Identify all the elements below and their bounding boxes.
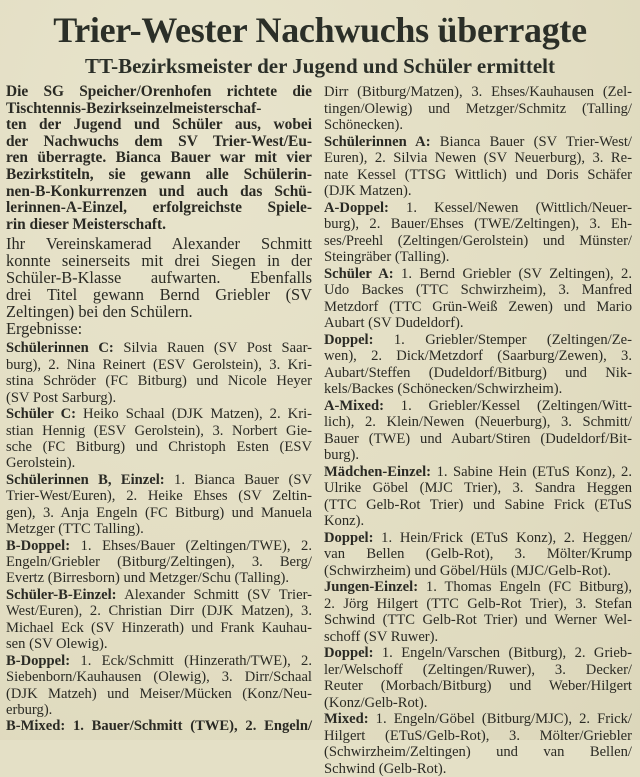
result-category: Schülerinnen B, Einzel: [6, 472, 165, 488]
text-line: Metzdorf (TTC Grün-Weiß Zewen) und Mario [324, 299, 632, 316]
result-category: B-Mixed: 1. Bauer/Schmitt (TWE), 2. Engeln/ [6, 718, 312, 734]
results-list-right [324, 84, 632, 777]
result-category: Schüler-B-Einzel: [6, 587, 117, 603]
text-line: Dirr (Bitburg/Matzen), 3. Ehses/Kauhausen (Zel- [324, 84, 632, 101]
result-text: 1. Griebler/Stemper (Zeltingen/Ze- [373, 332, 632, 348]
text-line: Die SG Speicher/Orenhofen richtete die [6, 84, 312, 101]
result-category: Doppel: [324, 645, 373, 661]
text-line: Gerolstein). [6, 455, 312, 471]
result-category: Mixed: [324, 711, 369, 727]
text-line: drei Titel gewann Bernd Griebler (SV [6, 286, 312, 303]
text-line: Bauer (TWE) und Aubart/Stiren (Dudeldorf/Bit- [324, 431, 632, 448]
text-line: rin dieser Meisterschaft. [6, 217, 312, 234]
text-line: konnte seinerseits mit drei Siegen in der [6, 252, 312, 269]
text-line: Schüler-B-Klasse aufwarten. Ebenfalls [6, 269, 312, 286]
text-line: Ulrike Göbel (MJC Trier), 3. Sandra Heggen [324, 480, 632, 497]
result-category: A-Doppel: [324, 200, 389, 216]
text-line: ses/Preehl (Zeltingen/Gerolstein) und Münster/ [324, 233, 632, 250]
text-line: lich), 2. Klein/Newen (Neuerburg), 3. Schmitt/ [324, 414, 632, 431]
result-entry [324, 200, 632, 266]
text-line: Steingräber (Talling). [324, 249, 632, 266]
text-line: Metzger (TTC Talling). [6, 521, 312, 537]
text-line [6, 587, 312, 603]
text-line [324, 464, 632, 481]
result-entry [324, 464, 632, 530]
result-entry [324, 579, 632, 645]
headline: Trier-Wester Nachwuchs überragte [0, 10, 640, 50]
result-text: Heiko Schaal (DJK Matzen), 2. Kri- [76, 406, 312, 422]
text-line: ler/Welschoff (Zeltingen/Ruwer), 3. Decker/ [324, 662, 632, 679]
result-text: 1. Griebler/Kessel (Zeltingen/Witt- [384, 398, 632, 414]
text-line: Reuter (Morbach/Bitburg) und Weber/Hilgert [324, 678, 632, 695]
text-line: ren überragte. Bianca Bauer war mit vier [6, 150, 312, 167]
text-line: Udo Backes (TTC Schwirzheim), 3. Manfred [324, 282, 632, 299]
result-text: 1. Engeln/Göbel (Bitburg/MJC), 2. Frick/ [369, 711, 632, 727]
text-line [6, 718, 312, 734]
result-category: B-Doppel: [6, 653, 70, 669]
text-line: Schönecken). [324, 117, 632, 134]
text-line: stian Hennig (ESV Gerolstein), 3. Norbert Gie- [6, 423, 312, 439]
text-line [324, 134, 632, 151]
text-line: wen), 2. Dick/Metzdorf (Saarburg/Zewen), 3. [324, 348, 632, 365]
text-line: Zeltingen) bei den Schülern. [6, 303, 312, 320]
result-entry [324, 332, 632, 398]
result-text: Silvia Rauen (SV Post Saar- [114, 340, 312, 356]
text-line: kels/Backes (Schönecken/Schwirzheim). [324, 381, 632, 398]
text-line: Engeln/Griebler (Bitburg/Zeltingen), 3. Berg/ [6, 554, 312, 570]
text-line: tingen/Olewig) und Metzger/Schmitz (Talling/ [324, 101, 632, 118]
text-line: 2. Jörg Hilgert (TTC Gelb-Rot Trier), 3. Stefan [324, 596, 632, 613]
text-line [324, 266, 632, 283]
result-text: 1. Kessel/Newen (Wittlich/Neuer- [389, 200, 632, 216]
text-line: burg), 2. Bauer/Ehses (TWE/Zeltingen), 3. Eh- [324, 216, 632, 233]
result-text: 1. Bianca Bauer (SV [165, 472, 312, 488]
text-line: Tischtennis-Bezirkseinzelmeisterschaf- [6, 101, 312, 118]
text-line: Hilgert (ETuS/Gelb-Rot), 3. Mölter/Griebler [324, 728, 632, 745]
text-line: lerinnen-A-Einzel, erfolgreichste Spiele- [6, 200, 312, 217]
text-line [324, 579, 632, 596]
text-line [324, 645, 632, 662]
text-line: Siebenborn/Kauhausen (Olewig), 3. Dirr/Schaal [6, 669, 312, 685]
result-text: 1. Sabine Hein (ETuS Konz), 2. [431, 464, 632, 480]
result-category: Schülerinnen A: [324, 134, 431, 150]
result-category: Doppel: [324, 530, 373, 546]
text-line: Ihr Vereinskamerad Alexander Schmitt [6, 235, 312, 252]
result-category: Schüler A: [324, 266, 394, 282]
right-column [324, 84, 632, 777]
text-line [324, 398, 632, 415]
text-line: Michael Eck (SV Hinzerath) und Frank Kauhau- [6, 620, 312, 636]
text-line: Schwind (Gelb-Rot). [324, 761, 632, 777]
result-entry [324, 711, 632, 777]
text-line: Aubart/Steffen (Dudeldorf/Bitburg) und Nik- [324, 365, 632, 382]
text-line: (Konz/Gelb-Rot). [324, 695, 632, 712]
results-list-left [6, 340, 312, 735]
result-entry [6, 653, 312, 719]
text-line: Ergebnisse: [6, 320, 312, 337]
text-line: Evertz (Birresborn) und Metzger/Schu (Talling). [6, 570, 312, 586]
text-line: burg). [324, 447, 632, 464]
result-text: 1. Eck/Schmitt (Hinzerath/TWE), 2. [70, 653, 312, 669]
text-line: schoff (SV Ruwer). [324, 629, 632, 646]
text-line: der Nachwuchs dem SV Trier-West/Eu- [6, 134, 312, 151]
subheadline: TT-Bezirksmeister der Jugend und Schüler ermittelt [0, 53, 640, 79]
text-line: West/Euren), 2. Christian Dirr (DJK Matzen), 3. [6, 603, 312, 619]
text-line [6, 538, 312, 554]
text-line: Trier-West/Euren), 2. Heike Ehses (SV Zeltin- [6, 488, 312, 504]
result-category: Doppel: [324, 332, 373, 348]
text-line [324, 530, 632, 547]
text-line: (DJK Matzen). [324, 183, 632, 200]
result-text: 1. Hein/Frick (ETuS Konz), 2. Heggen/ [373, 530, 632, 546]
result-category: Schüler C: [6, 406, 76, 422]
result-entry [6, 587, 312, 653]
text-line: nate Kessel (TTSG Wittlich) und Doris Schäfer [324, 167, 632, 184]
text-line: van Bellen (Gelb-Rot), 3. Mölter/Krump [324, 546, 632, 563]
result-entry [6, 538, 312, 587]
text-line: Euren), 2. Silvia Newen (SV Neuerburg), 3. Re- [324, 150, 632, 167]
text-line [6, 472, 312, 488]
result-entry [324, 84, 632, 134]
result-entry [6, 340, 312, 406]
result-text: Alexander Schmitt (SV Trier- [117, 587, 312, 603]
text-line: (DJK Matzeh) und Meiser/Mücken (Konz/Neu- [6, 686, 312, 702]
text-line: sen (SV Olewig). [6, 636, 312, 652]
result-category: Mädchen-Einzel: [324, 464, 431, 480]
result-text: 1. Thomas Engeln (FC Bitburg), [418, 579, 632, 595]
result-entry [324, 645, 632, 711]
text-line [6, 653, 312, 669]
result-entry [324, 266, 632, 332]
text-line [324, 332, 632, 349]
text-line: nen-B-Konkurrenzen und auch das Schü- [6, 184, 312, 201]
text-line: ten der Jugend und Schüler aus, wobei [6, 117, 312, 134]
text-line: erburg). [6, 702, 312, 718]
result-entry [324, 134, 632, 200]
text-line: Schwind (TTC Gelb-Rot Trier) und Werner Wel- [324, 612, 632, 629]
text-line: (Schwirzheim) und Göbel/Hüls (MJC/Gelb-Rot). [324, 563, 632, 580]
text-line [324, 200, 632, 217]
result-entry [6, 406, 312, 472]
result-text: 1. Ehses/Bauer (Zeltingen/TWE), 2. [70, 538, 312, 554]
text-line: (TTC Gelb-Rot Trier) und Sabine Frick (ETuS [324, 497, 632, 514]
text-line: stina Schröder (FC Bitburg) und Nicole Heyer [6, 373, 312, 389]
result-category: A-Mixed: [324, 398, 384, 414]
lead-paragraph [6, 84, 312, 233]
text-line: (Schwirzheim/Zeltingen) und van Bellen/ [324, 744, 632, 761]
text-line: sche (FC Bitburg) und Christoph Esten (ESV [6, 439, 312, 455]
text-line: Bezirkstiteln, sie gewann alle Schülerin- [6, 167, 312, 184]
left-column [6, 84, 312, 735]
result-text: 1. Engeln/Varschen (Bitburg), 2. Grieb- [373, 645, 632, 661]
text-line: Konz). [324, 513, 632, 530]
result-entry [6, 472, 312, 538]
result-text: 1. Bernd Griebler (SV Zeltingen), 2. [394, 266, 632, 282]
result-category: B-Doppel: [6, 538, 70, 554]
text-line [6, 340, 312, 356]
result-entry [6, 718, 312, 734]
body-paragraph [6, 235, 312, 337]
text-line: Aubart (SV Dudeldorf). [324, 315, 632, 332]
result-category: Jungen-Einzel: [324, 579, 418, 595]
result-entry [324, 398, 632, 464]
text-line: (SV Post Sarburg). [6, 390, 312, 406]
result-category: Schülerinnen C: [6, 340, 114, 356]
text-line [324, 711, 632, 728]
text-line: gen), 3. Anja Engeln (FC Bitburg) und Manuela [6, 505, 312, 521]
text-line: burg), 2. Nina Reinert (ESV Gerolstein), 3. Kri- [6, 357, 312, 373]
result-text: Bianca Bauer (SV Trier-West/ [431, 134, 632, 150]
text-line [6, 406, 312, 422]
result-entry [324, 530, 632, 580]
